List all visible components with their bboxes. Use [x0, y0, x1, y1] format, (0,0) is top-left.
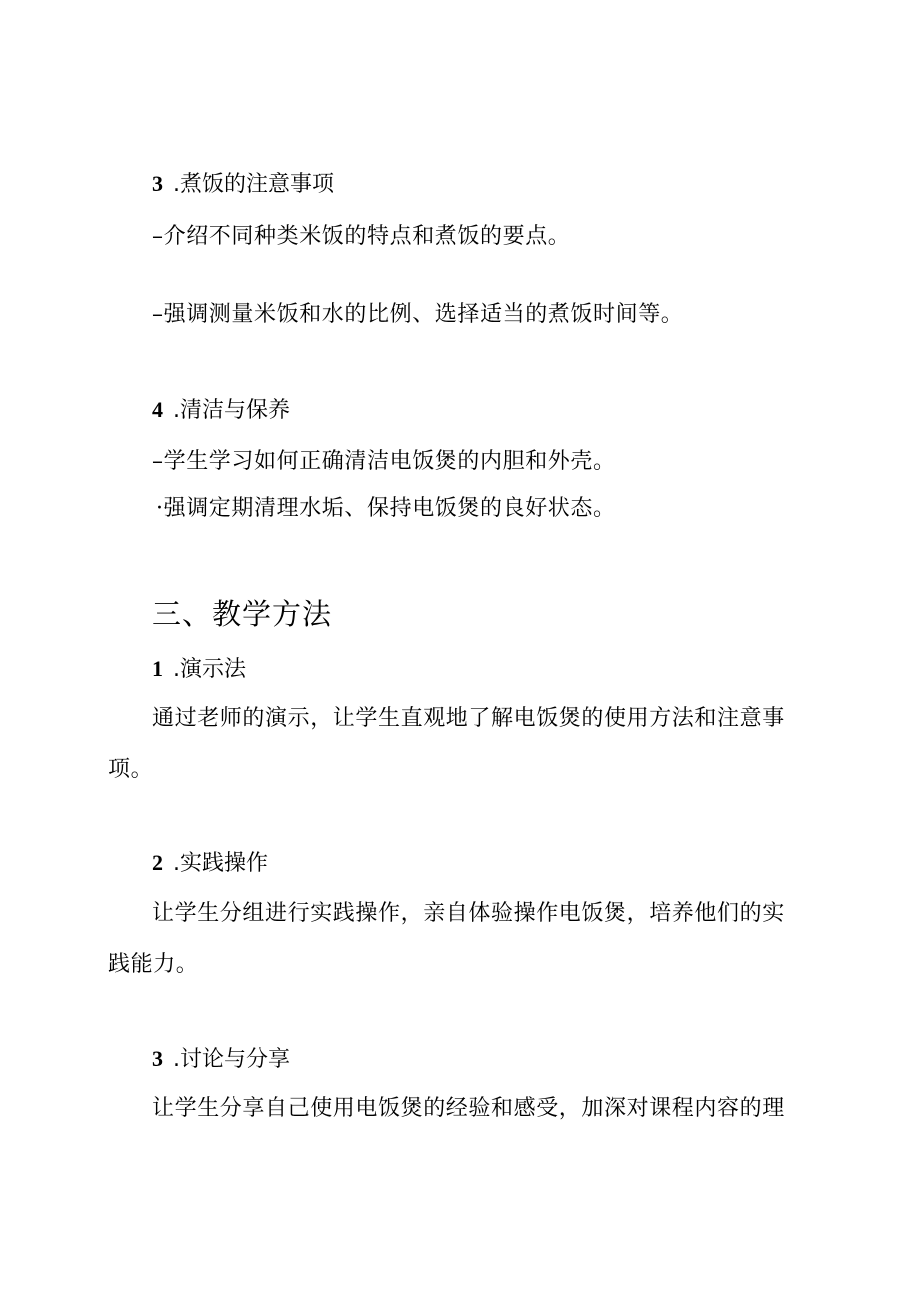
method-heading-2	[152, 852, 268, 875]
method-number: 2	[152, 850, 163, 875]
paragraph-line: 让学生分享自己使用电饭煲的经验和感受，加深对课程内容的理	[152, 1096, 785, 1121]
paragraph-line: 项。	[108, 757, 154, 782]
bullet-line: –介绍不同种类米饭的特点和煮饭的要点。	[152, 224, 571, 249]
method-title: .实践操作	[173, 851, 268, 876]
paragraph-line: 践能力。	[108, 952, 199, 977]
bullet-line: –强调测量米饭和水的比例、选择适当的煮饭时间等。	[152, 302, 684, 327]
method-number: 3	[152, 1046, 163, 1071]
method-number: 1	[152, 656, 163, 681]
paragraph-line: 让学生分组进行实践操作，亲自体验操作电饭煲，培养他们的实	[152, 901, 785, 926]
method-title: .演示法	[173, 657, 246, 682]
bullet-line: –学生学习如何正确清洁电饭煲的内胆和外壳。	[152, 449, 616, 474]
paragraph-line: 通过老师的演示，让学生直观地了解电饭煲的使用方法和注意事	[152, 706, 785, 731]
bullet-line: ·强调定期清理水垢、保持电饭煲的良好状态。	[156, 496, 616, 521]
method-heading-1	[152, 658, 246, 681]
section-heading-3	[152, 173, 334, 196]
section-title: .清洁与保养	[173, 398, 290, 423]
chapter-title: 三、教学方法	[152, 597, 333, 631]
section-title: .煮饭的注意事项	[173, 172, 334, 197]
method-heading-3	[152, 1048, 290, 1071]
section-number: 4	[152, 397, 163, 422]
section-heading-4	[152, 399, 290, 422]
method-title: .讨论与分享	[173, 1047, 290, 1072]
section-number: 3	[152, 171, 163, 196]
